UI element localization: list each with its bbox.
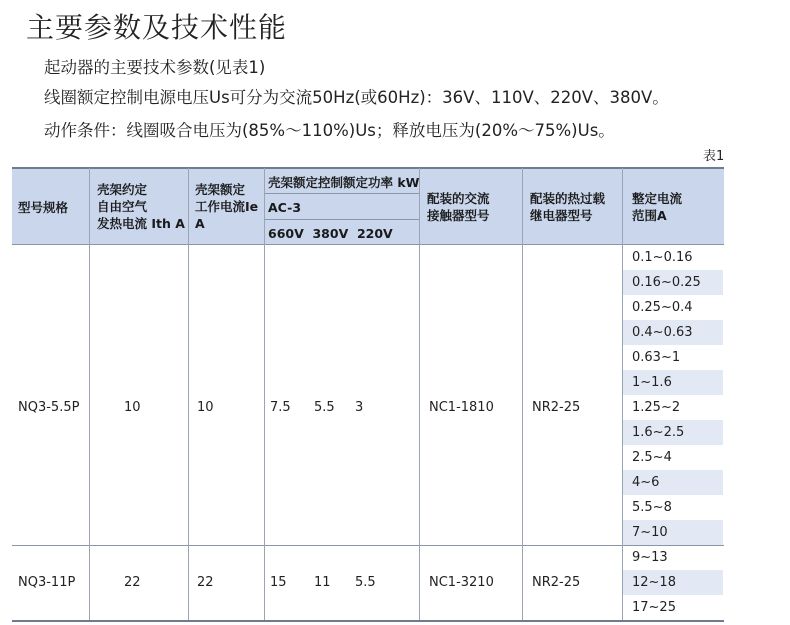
header-ith-line1: 壳架约定 xyxy=(97,182,148,197)
header-ac3: AC-3 xyxy=(268,200,302,215)
setting-range: 9~13 xyxy=(632,550,668,565)
ac3-header-rule xyxy=(264,219,419,220)
header-power: 壳架额定控制额定功率 kW xyxy=(268,175,420,190)
setting-range: 7~10 xyxy=(632,525,668,540)
col-divider xyxy=(188,168,189,620)
header-contactor xyxy=(427,190,490,224)
table-label: 表1 xyxy=(703,149,725,164)
operating-condition-line: 动作条件：线圈吸合电压为(85%～110%)Us；释放电压为(20%～75%)Us。 xyxy=(44,121,615,140)
cell-p660: 7.5 xyxy=(270,400,291,415)
setting-range: 0.25~0.4 xyxy=(632,300,693,315)
row-divider xyxy=(12,545,724,546)
setting-range: 5.5~8 xyxy=(632,500,672,515)
power-header-rule xyxy=(264,193,419,194)
setting-range: 0.1~0.16 xyxy=(632,250,693,265)
col-divider xyxy=(419,168,420,620)
col-divider xyxy=(522,168,523,620)
setting-range: 17~25 xyxy=(632,600,676,615)
header-model: 型号规格 xyxy=(18,200,69,215)
header-ie-line1: 壳架额定 xyxy=(195,182,246,197)
cell-ith: 10 xyxy=(124,400,141,415)
table-top-rule xyxy=(12,167,724,169)
setting-range: 2.5~4 xyxy=(632,450,672,465)
setting-range: 4~6 xyxy=(632,475,660,490)
cell-ith: 22 xyxy=(124,575,141,590)
header-ie xyxy=(195,181,258,232)
header-relay-line2: 继电器型号 xyxy=(530,208,593,223)
col-divider xyxy=(264,168,265,620)
header-ie-line3: A xyxy=(195,216,205,231)
header-ie-line2: 工作电流Ie xyxy=(195,199,259,214)
header-voltages: 660V 380V 220V xyxy=(268,226,393,241)
header-bottom-rule xyxy=(12,244,724,245)
cell-contactor: NC1-1810 xyxy=(429,400,494,415)
cell-relay: NR2-25 xyxy=(532,400,581,415)
header-contactor-line1: 配装的交流 xyxy=(427,191,490,206)
header-ith-line3: 发热电流 Ith A xyxy=(97,216,185,231)
setting-range: 1.6~2.5 xyxy=(632,425,685,440)
cell-model: NQ3-5.5P xyxy=(18,400,80,415)
header-contactor-line2: 接触器型号 xyxy=(427,208,490,223)
setting-range: 0.4~0.63 xyxy=(632,325,693,340)
cell-relay: NR2-25 xyxy=(532,575,581,590)
cell-contactor: NC1-3210 xyxy=(429,575,494,590)
header-ith xyxy=(97,181,185,232)
cell-model: NQ3-11P xyxy=(18,575,76,590)
setting-range: 0.63~1 xyxy=(632,350,681,365)
header-relay xyxy=(530,190,605,224)
cell-p220: 5.5 xyxy=(355,575,376,590)
cell-p220: 3 xyxy=(355,400,364,415)
header-setting xyxy=(632,190,682,224)
header-relay-line1: 配装的热过载 xyxy=(530,191,606,206)
setting-range: 12~18 xyxy=(632,575,676,590)
col-divider xyxy=(89,168,90,620)
header-ith-line2: 自由空气 xyxy=(97,199,148,214)
setting-range: 0.16~0.25 xyxy=(632,275,701,290)
header-setting-line2: 范围A xyxy=(632,208,667,223)
intro-line: 起动器的主要技术参数(见表1) xyxy=(44,58,266,77)
table-bottom-rule xyxy=(12,620,724,622)
cell-p380: 5.5 xyxy=(314,400,335,415)
cell-ie: 10 xyxy=(197,400,214,415)
cell-p660: 15 xyxy=(270,575,287,590)
cell-p380: 11 xyxy=(314,575,331,590)
coil-voltage-line: 线圈额定控制电源电压Us可分为交流50Hz(或60Hz)：36V、110V、220V、380V。 xyxy=(44,88,669,107)
setting-range: 1~1.6 xyxy=(632,375,672,390)
setting-range: 1.25~2 xyxy=(632,400,681,415)
page-title: 主要参数及技术性能 xyxy=(26,11,288,44)
cell-ie: 22 xyxy=(197,575,214,590)
header-setting-line1: 整定电流 xyxy=(632,191,683,206)
